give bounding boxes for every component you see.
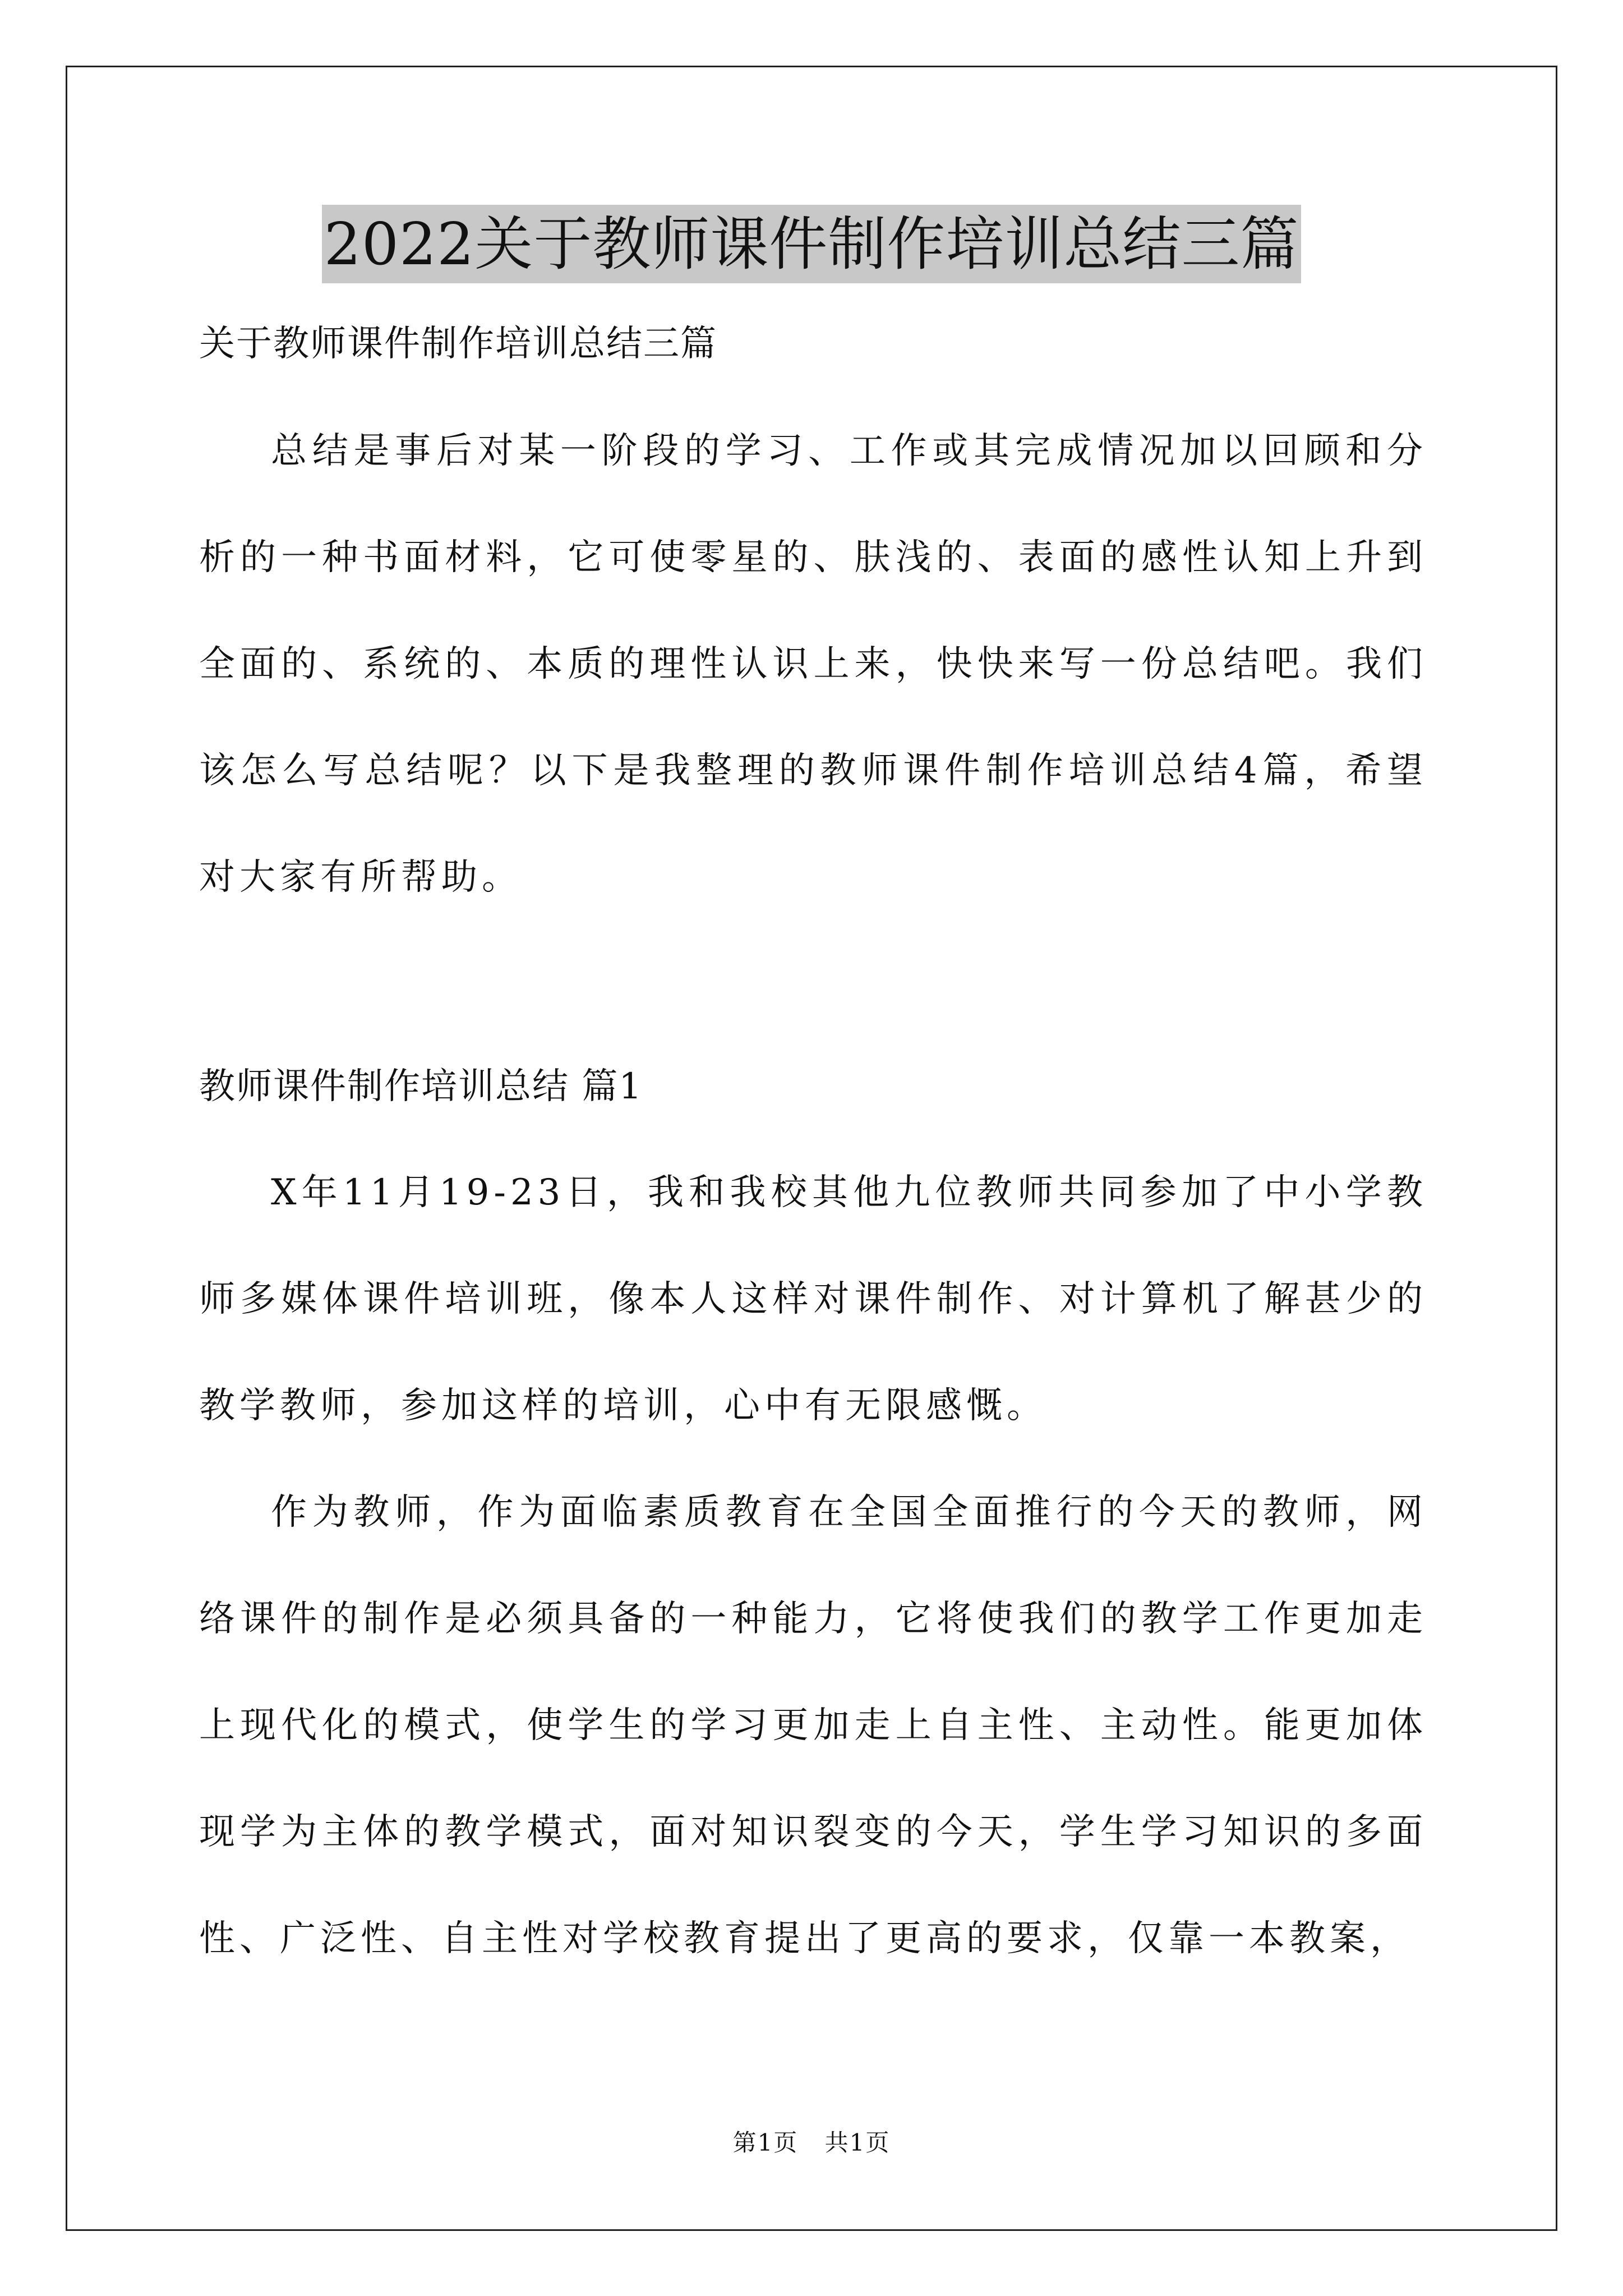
body-paragraph-1: X年11月19-23日，我和我校其他九位教师共同参加了中小学教师多媒体课件培训班，像本人这样对课件制作、对计算机了解甚少的教学教师，参加这样的培训，心中有无限感慨。 [199,1172,1427,1427]
title-container [0,205,1623,283]
page-footer [0,2126,1623,2160]
page-number-total: 共1页 [824,2129,891,2156]
section-heading: 教师课件制作培训总结 篇1 [199,1066,643,1107]
intro-paragraph: 总结是事后对某一阶段的学习、工作或其完成情况加以回顾和分析的一种书面材料，它可使零星的、肤浅的、表面的感性认知上升到全面的、系统的、本质的理性认识上来，快快来写一份总结吧。我们该怎么写总结呢？以下是我整理的教师课件制作培训总结4篇，希望对大家有所帮助。 [199,430,1427,898]
page-number-current: 第1页 [732,2129,799,2156]
document-body [199,306,1427,1992]
document-subtitle: 关于教师课件制作培训总结三篇 [199,323,717,365]
document-title: 2022关于教师课件制作培训总结三篇 [322,205,1302,283]
body-paragraph-2: 作为教师，作为面临素质教育在全国全面推行的今天的教师，网络课件的制作是必须具备的一种能力，它将使我们的教学工作更加走上现代化的模式，使学生的学习更加走上自主性、主动性。能更加体现学为主体的教学模式，面对知识裂变的今天，学生学习知识的多面性、广泛性、自主性对学校教育提出了更高的要求，仅靠一本教案， [199,1492,1427,1959]
